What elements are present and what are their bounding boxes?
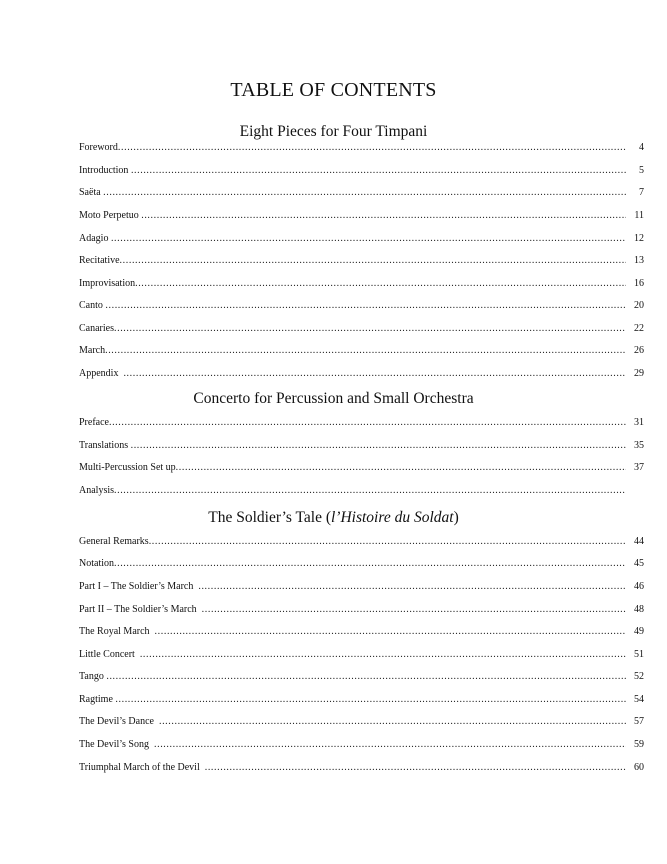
dot-leader (114, 557, 626, 571)
toc-entry-label: March (79, 345, 106, 356)
toc-entry-page: 31 (634, 417, 644, 428)
toc-entry-label: Multi-Percussion Set up (79, 462, 176, 473)
toc-entry-label: Appendix (79, 368, 124, 379)
toc-entry (79, 322, 644, 336)
toc-entry-page: 7 (639, 187, 644, 198)
toc-entry (79, 625, 644, 639)
dot-leader (114, 322, 626, 336)
dot-leader (105, 344, 626, 358)
dot-leader (106, 670, 626, 684)
toc-entry-page: 12 (634, 233, 644, 244)
toc-entry (79, 603, 644, 617)
dot-leader (135, 277, 626, 291)
toc-entry-label: Canaries (79, 323, 114, 334)
toc-entry-label: Improvisation (79, 278, 136, 289)
toc-entry-label: Foreword (79, 142, 118, 153)
dot-leader (115, 693, 626, 707)
toc-entry-label: The Royal March (79, 626, 155, 637)
dot-leader (120, 254, 626, 268)
dot-leader (149, 535, 626, 549)
toc-entry (79, 693, 644, 707)
toc-entry-page: 29 (634, 368, 644, 379)
toc-entry (79, 232, 644, 246)
toc-entry (79, 141, 644, 155)
section-heading-end: ) (453, 509, 459, 526)
toc-entry-label: Translations (79, 440, 131, 451)
toc-entry-page: 20 (634, 300, 644, 311)
toc-entry-page: 52 (634, 671, 644, 682)
toc-entry-page: 35 (634, 440, 644, 451)
section-heading-italic: l’Histoire du Soldat (331, 509, 454, 526)
dot-leader (141, 209, 626, 223)
toc-entry-page: 26 (634, 345, 644, 356)
toc-entry (79, 254, 644, 268)
dot-leader (123, 367, 626, 381)
toc-entry-page: 59 (634, 739, 644, 750)
page-title: TABLE OF CONTENTS (230, 79, 437, 101)
toc-entry-label: Canto (79, 300, 106, 311)
toc-entry (79, 277, 644, 291)
section-heading-soldiers-tale (0, 509, 667, 527)
toc-entry-label: Analysis (79, 485, 114, 496)
dot-leader (103, 186, 626, 200)
dot-leader (155, 625, 626, 639)
dot-leader (159, 715, 626, 729)
toc-entry (79, 367, 644, 381)
toc-entry-label: Part II – The Soldier’s March (79, 604, 202, 615)
toc-entry-page: 5 (639, 165, 644, 176)
dot-leader (114, 484, 626, 498)
section-heading-timpani: Eight Pieces for Four Timpani (239, 123, 428, 140)
toc-entry-page: 54 (634, 694, 644, 705)
toc-entry-label: Saëta (79, 187, 104, 198)
dot-leader (154, 738, 626, 752)
dot-leader (105, 299, 626, 313)
toc-entry (79, 209, 644, 223)
toc-entry-label: Introduction (79, 165, 131, 176)
toc-entry-page: 46 (634, 581, 644, 592)
dot-leader (131, 439, 626, 453)
toc-entry-label: Triumphal March of the Devil (79, 762, 205, 773)
toc-entry-label: Moto Perpetuo (79, 210, 142, 221)
toc-entry-label: Part I – The Soldier’s March (79, 581, 199, 592)
toc-entry-page: 51 (634, 649, 644, 660)
toc-entry-label: Ragtime (79, 694, 116, 705)
toc-entry-page: 48 (634, 604, 644, 615)
toc-entry-page: 13 (634, 255, 644, 266)
dot-leader (109, 416, 626, 430)
toc-entry (79, 164, 644, 178)
toc-entry-page: 16 (634, 278, 644, 289)
dot-leader (176, 461, 626, 475)
toc-entry-page: 44 (634, 536, 644, 547)
toc-entry (79, 738, 644, 752)
toc-entry-page: 22 (634, 323, 644, 334)
toc-entry-label: The Devil’s Song (79, 739, 154, 750)
toc-entry-page: 57 (634, 716, 644, 727)
toc-entry (79, 461, 644, 475)
toc-entry (79, 344, 644, 358)
toc-entry (79, 535, 644, 549)
dot-leader (140, 648, 626, 662)
toc-entry-label: Recitative (79, 255, 120, 266)
toc-entry (79, 186, 644, 200)
toc-entry-label: General Remarks (79, 536, 149, 547)
toc-entry-label: The Devil’s Dance (79, 716, 159, 727)
toc-entry-page: 60 (634, 762, 644, 773)
section-heading-text: The Soldier’s Tale ( (208, 509, 331, 526)
toc-entry (79, 439, 644, 453)
toc-entry-page: 49 (634, 626, 644, 637)
toc-entry (79, 761, 644, 775)
toc-entry (79, 416, 644, 430)
dot-leader (202, 603, 626, 617)
toc-entry (79, 299, 644, 313)
toc-entry-page: 4 (639, 142, 644, 153)
toc-entry-page: 45 (634, 558, 644, 569)
dot-leader (205, 761, 626, 775)
dot-leader (131, 164, 626, 178)
toc-entry-label: Little Concert (79, 649, 140, 660)
dot-leader (118, 141, 626, 155)
toc-entry (79, 715, 644, 729)
toc-entry (79, 580, 644, 594)
toc-entry-label: Preface (79, 417, 109, 428)
section-heading-concerto: Concerto for Percussion and Small Orchestra (193, 390, 474, 407)
toc-entry-label: Adagio (79, 233, 111, 244)
toc-entry (79, 557, 644, 571)
toc-entry-label: Notation (79, 558, 114, 569)
toc-entry-label: Tango (79, 671, 107, 682)
dot-leader (111, 232, 626, 246)
toc-entry-page: 37 (634, 462, 644, 473)
dot-leader (198, 580, 626, 594)
toc-entry (79, 484, 644, 498)
toc-entry (79, 648, 644, 662)
toc-entry (79, 670, 644, 684)
toc-entry-page: 11 (634, 210, 644, 221)
